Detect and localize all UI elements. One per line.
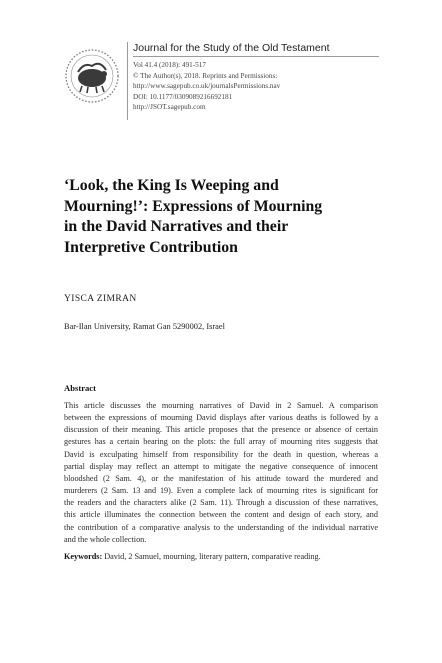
copyright-info: © The Author(s), 2018. Reprints and Permissions: (133, 71, 278, 80)
volume-info: Vol 41.4 (2018): 491-517 (133, 61, 206, 69)
title-line: ‘Look, the King Is Weeping and (64, 177, 279, 194)
author-affiliation: Bar-Ilan University, Ramat Gan 5290002, Israel (64, 322, 225, 331)
author-name: YISCA ZIMRAN (64, 294, 137, 304)
abstract-line: the contribution of a comparative analysis to the understanding of the individual narrative (64, 522, 378, 532)
journal-url[interactable]: http://JSOT.sagepub.com (133, 103, 206, 112)
abstract-line: David is exculpating himself from responsibility for the death in question, whereas a (64, 449, 378, 459)
abstract-heading: Abstract (64, 383, 96, 393)
abstract-line: partial display may reflect an attempt to mitigate the negative consequence of innocent (64, 461, 378, 471)
abstract-line: gestures has a certain bearing on the plots: the full array of mourning rites suggests that (64, 437, 378, 447)
title-line: Interpretive Contribution (64, 238, 238, 256)
abstract-line: discussion of their meaning. This article proposes that the presence or absence of certain (64, 425, 378, 435)
keywords-label: Keywords: (64, 552, 103, 561)
abstract-line: and the whole collection. (64, 534, 147, 544)
abstract-line: between the expressions of mourning David displays after various deaths is followed by a (64, 413, 378, 423)
header-rule (133, 56, 379, 57)
abstract-body (64, 400, 378, 546)
article-title (64, 176, 394, 258)
header-divider (127, 42, 128, 120)
abstract-line: this article illuminates the connection between the content and design of each story, and (64, 510, 378, 520)
sheaf-emblem-icon (64, 48, 120, 104)
abstract-line: bloodshed (2 Sam. 4), or the manifestation of his attitude toward the murdered and (64, 473, 378, 483)
publication-info (133, 60, 280, 113)
permissions-link[interactable]: http://www.sagepub.co.uk/journalsPermissions.nav (133, 82, 281, 91)
abstract-line: This article discusses the mourning narratives of David in 2 Samuel. A comparison (64, 401, 378, 410)
keywords (64, 552, 321, 561)
title-line: in the David Narratives and their (64, 218, 289, 235)
keywords-list: David, 2 Samuel, mourning, literary pattern, comparative reading. (102, 552, 321, 561)
abstract-line: the readers and the characters alike (2 Sam. 11). Through a discussion of these narratives, (64, 498, 378, 508)
title-line: Mourning!’: Expressions of Mourning (64, 197, 323, 215)
abstract-line: murderers (2 Sam. 13 and 19). Even a complete lack of mourning rites is significant for (64, 486, 378, 496)
journal-name: Journal for the Study of the Old Testament (133, 42, 330, 54)
doi-info[interactable]: DOI: 10.1177/0309089216692181 (133, 92, 233, 101)
journal-logo (64, 48, 120, 104)
